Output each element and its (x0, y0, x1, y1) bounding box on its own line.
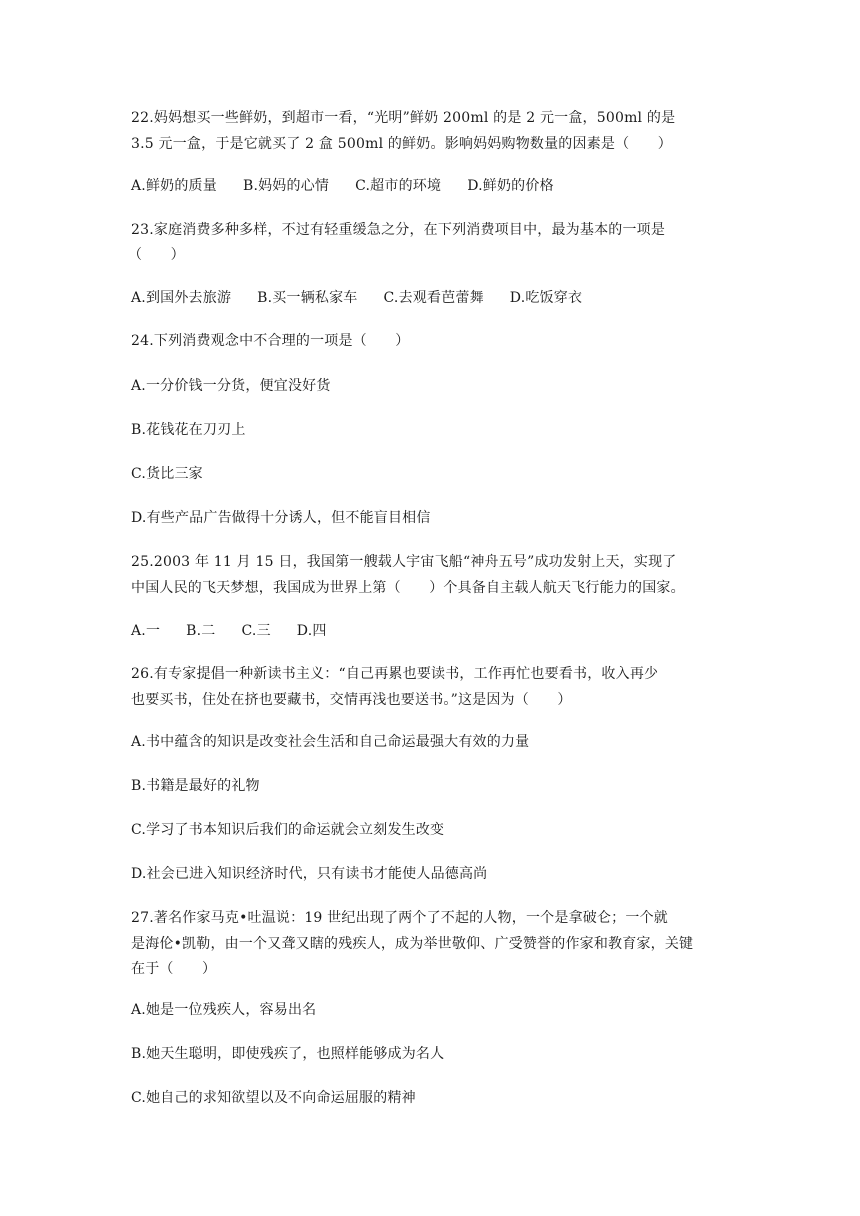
question-24-stem: 24.下列消费观念中不合理的一项是（ ） (131, 333, 410, 349)
option-c: C.超市的环境 (355, 178, 442, 194)
option-a: A.鲜奶的质量 (131, 178, 217, 194)
option-b: B.妈妈的心情 (242, 178, 330, 194)
option-b: B.买一辆私家车 (257, 290, 358, 306)
option-d: D.四 (296, 623, 327, 639)
question-26-line-2: 也要买书，住处在挤也要藏书，交情再浅也要送书。”这是因为（ ） (131, 692, 572, 708)
question-25-line-2: 中国人民的飞天梦想，我国成为世界上第（ ）个具备自主载人航天飞行能力的国家。 (131, 580, 685, 596)
option-c: C.去观看芭蕾舞 (383, 290, 484, 306)
question-27-line-2: 是海伦•凯勒，由一个又聋又瞎的残疾人，成为举世敬仰、广受赞誉的作家和教育家，关键 (131, 936, 694, 952)
option-a: A.一 (131, 623, 161, 639)
question-27-line-1: 27.著名作家马克•吐温说：19 世纪出现了两个了不起的人物，一个是拿破仑；一个就 (131, 910, 668, 926)
question-23-line-2: （ ） (128, 247, 185, 263)
question-27-line-3: 在于（ ） (131, 961, 217, 977)
question-22-options (131, 172, 731, 200)
question-26-line-1: 26.有专家提倡一种新读书主义：“自己再累也要读书，工作再忙也要看书，收入再少 (131, 666, 659, 682)
question-27-option-c: C.她自己的求知欲望以及不向命运屈服的精神 (131, 1090, 416, 1106)
question-25-line-1: 25.2003 年 11 月 15 日，我国第一艘载人宇宙飞船“神舟五号”成功发射上天，实现了 (131, 554, 677, 570)
option-d: D.鲜奶的价格 (467, 178, 554, 194)
question-24-option-a: A.一分价钱一分货，便宜没好货 (131, 378, 331, 394)
question-24-option-b: B.花钱花在刀刃上 (131, 422, 246, 438)
question-26-option-c: C.学习了书本知识后我们的命运就会立刻发生改变 (131, 822, 445, 838)
option-a: A.到国外去旅游 (131, 290, 232, 306)
question-26-option-a: A.书中蕴含的知识是改变社会生活和自己命运最强大有效的力量 (131, 734, 530, 750)
question-27-option-b: B.她天生聪明，即使残疾了，也照样能够成为名人 (131, 1046, 445, 1062)
question-23-line-1: 23.家庭消费多种多样，不过有轻重缓急之分，在下列消费项目中，最为基本的一项是 (131, 222, 666, 238)
option-c: C.三 (241, 623, 271, 639)
question-24-option-d: D.有些产品广告做得十分诱人，但不能盲目相信 (131, 510, 431, 526)
question-23-options (131, 284, 731, 312)
question-27-option-a: A.她是一位残疾人，容易出名 (131, 1002, 317, 1018)
question-26-option-b: B.书籍是最好的礼物 (131, 778, 260, 794)
question-26-option-d: D.社会已进入知识经济时代，只有读书才能使人品德高尚 (131, 866, 488, 882)
question-22-line-2: 3.5 元一盒，于是它就买了 2 盒 500ml 的鲜奶。影响妈妈购物数量的因素是（ ） (131, 136, 672, 152)
question-22-line-1: 22.妈妈想买一些鲜奶，到超市一看，“光明”鲜奶 200ml 的是 2 元一盒，500ml 的是 (131, 110, 676, 126)
question-24-option-c: C.货比三家 (131, 466, 203, 482)
option-b: B.二 (186, 623, 216, 639)
option-d: D.吃饭穿衣 (509, 290, 583, 306)
question-25-options (131, 617, 731, 645)
